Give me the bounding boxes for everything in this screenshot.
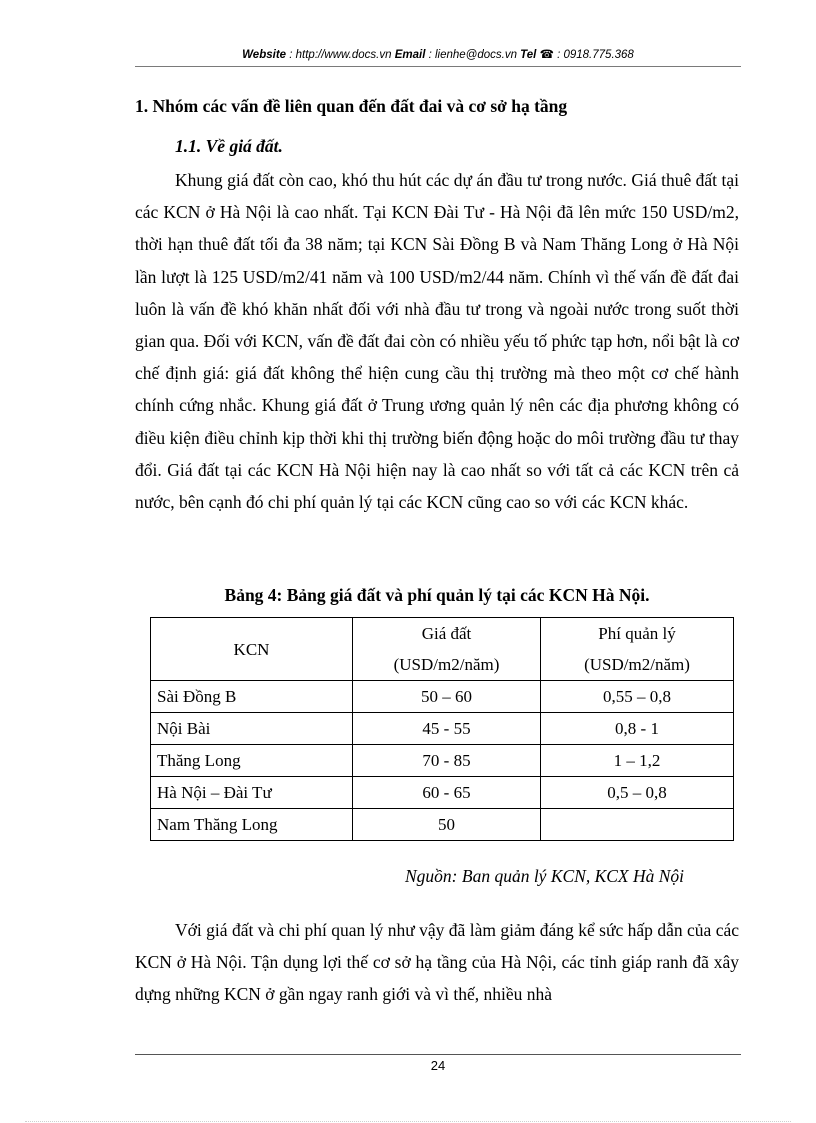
tel-number: ☎ : 0918.775.368 (539, 49, 634, 61)
header-kcn: KCN (151, 618, 353, 681)
header-land-price (353, 618, 541, 681)
website-label: Website (242, 49, 287, 61)
header-mgmt-fee-label: Phí quản lý (598, 624, 676, 643)
table-row (151, 713, 734, 745)
header-land-price-unit: (USD/m2/năm) (393, 655, 500, 674)
cell-mgmt-fee: 0,5 – 0,8 (541, 777, 734, 809)
cell-land-price: 45 - 55 (353, 713, 541, 745)
page-number: 24 (430, 1058, 446, 1073)
body-paragraph-2: Với giá đất và chi phí quan lý như vậy đã làm giảm đáng kể sức hấp dẫn của các KCN ở Hà Nội. Tận dụng lợi thế cơ sở hạ tầng của Hà Nội, các tỉnh giáp ranh đã xây dựng những KCN ở gần ngay ranh giới và vì thế, nhiều nhà (135, 920, 739, 1005)
website-url: : http://www.docs.vn (286, 49, 395, 61)
cell-land-price: 60 - 65 (353, 777, 541, 809)
cell-land-price: 50 – 60 (353, 681, 541, 713)
table-row (151, 681, 734, 713)
subsection-heading: 1.1. Về giá đất. (175, 136, 283, 156)
cell-kcn: Hà Nội – Đài Tư (151, 777, 353, 809)
land-price-table (150, 617, 734, 841)
table-row (151, 777, 734, 809)
cell-mgmt-fee (541, 809, 734, 841)
cell-land-price: 50 (353, 809, 541, 841)
header-mgmt-fee (541, 618, 734, 681)
header-land-price-label: Giá đất (421, 624, 472, 643)
table-header-row (151, 618, 734, 681)
page-header (135, 47, 741, 61)
cell-land-price: 70 - 85 (353, 745, 541, 777)
table-caption: Bảng 4: Bảng giá đất và phí quản lý tại các KCN Hà Nội. (224, 585, 650, 605)
body-paragraph-1: Khung giá đất còn cao, khó thu hút các dự án đầu tư trong nước. Giá thuê đất tại các KCN ở Hà Nội là cao nhất. Tại KCN Đài Tư - Hà Nội đã lên mức 150 USD/m2, thời hạn thuê đất tối đa 38 năm; tại KCN Sài Đồng B và Nam Thăng Long ở Hà Nội lần lượt là 125 USD/m2/41 năm và 100 USD/m2/44 năm. Chính vì thế vấn đề đất đai luôn là vấn đề khó khăn nhất đối với nhà đầu tư trong và ngoài nước trong suốt thời gian qua. Đối với KCN, vấn đề đất đai còn có nhiều yếu tố phức tạp hơn, nổi bật là cơ chế định giá: giá đất không thể hiện cung cầu thị trường mà theo một cơ chế hành chính cứng nhắc. Khung giá đất ở Trung ương quản lý nên các địa phương không có điều kiện điều chỉnh kịp thời khi thị trường biến động hoặc do môi trường đầu tư thay đổi. Giá đất tại các KCN Hà Nội hiện nay là cao nhất so với tất cả các KCN trên cả nước, bên cạnh đó chi phí quản lý tại các KCN cũng cao so với các KCN khác. (135, 170, 739, 513)
table-row (151, 745, 734, 777)
email-address: : lienhe@docs.vn (425, 49, 521, 61)
cell-kcn: Nam Thăng Long (151, 809, 353, 841)
page-bottom-border (25, 1121, 791, 1122)
table-source-note: Nguồn: Ban quản lý KCN, KCX Hà Nội (405, 866, 685, 886)
cell-mgmt-fee: 0,8 - 1 (541, 713, 734, 745)
footer-divider (135, 1054, 741, 1055)
cell-kcn: Sài Đồng B (151, 681, 353, 713)
cell-mgmt-fee: 0,55 – 0,8 (541, 681, 734, 713)
header-divider (135, 66, 741, 67)
cell-mgmt-fee: 1 – 1,2 (541, 745, 734, 777)
email-label: Email (394, 49, 426, 61)
tel-label: Tel (520, 49, 540, 61)
table-row (151, 809, 734, 841)
cell-kcn: Thăng Long (151, 745, 353, 777)
header-mgmt-fee-unit: (USD/m2/năm) (584, 655, 690, 674)
cell-kcn: Nội Bài (151, 713, 353, 745)
section-heading: 1. Nhóm các vấn đề liên quan đến đất đai và cơ sở hạ tầng (135, 96, 568, 116)
